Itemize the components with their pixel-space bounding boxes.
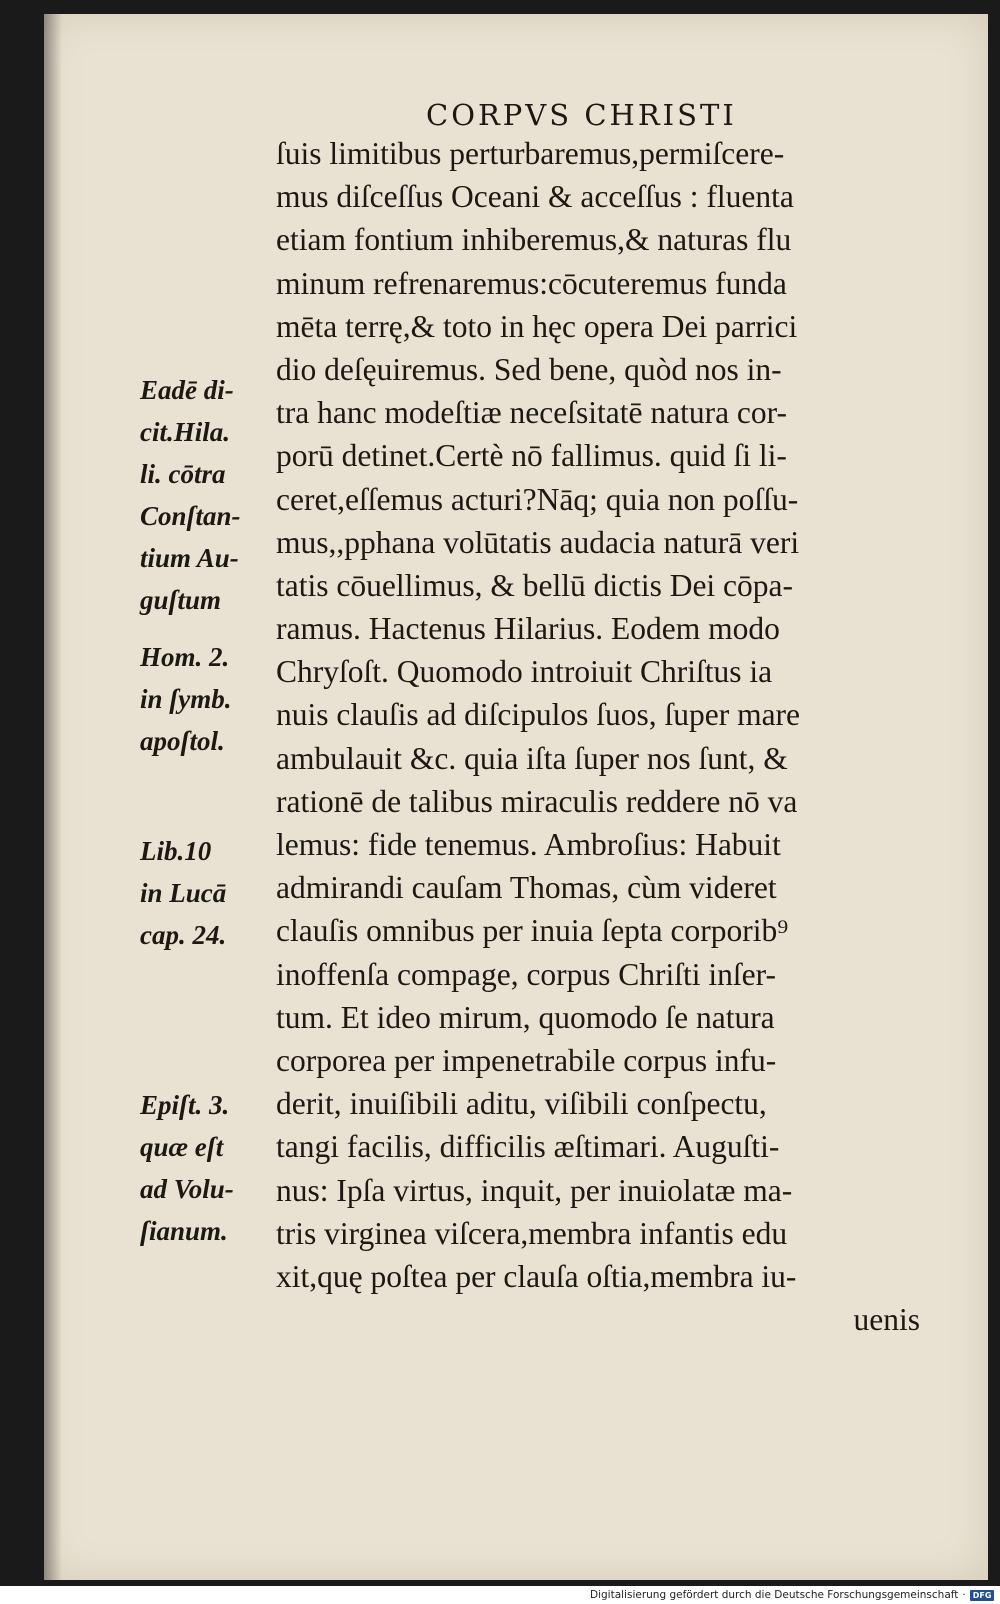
main-text-block [276, 132, 946, 1341]
marginal-note-line: guſtum [140, 585, 222, 615]
marginal-note-ambrose [140, 830, 270, 956]
text-line: tangi facilis, difficilis æſtimari. Auguſti- [276, 1129, 780, 1165]
gutter-shadow [44, 14, 62, 1580]
text-line: admirandi cauſam Thomas, cùm videret [276, 870, 777, 906]
marginal-note-line: in Lucā [140, 878, 227, 908]
marginal-note-line: Conſtan- [140, 501, 241, 531]
marginal-note-line: quæ eſt [140, 1132, 224, 1162]
marginal-note-chrysostom [140, 636, 270, 762]
text-line: inoffenſa compage, corpus Chriſti inſer- [276, 956, 777, 992]
text-line: nuis clauſis ad diſcipulos ſuos, ſuper mare [276, 697, 801, 733]
marginal-note-line: Epiſt. 3. [140, 1090, 230, 1120]
marginal-note-line: cap. 24. [140, 920, 227, 950]
text-line: porū detinet.Certè nō fallimus. quid ſi li- [276, 438, 787, 474]
text-line: corporea per impenetrabile corpus infu- [276, 1042, 777, 1078]
credit-text: Digitalisierung gefördert durch die Deutsche Forschungsgemeinschaft [590, 1589, 959, 1601]
text-line: tum. Et ideo mirum, quomodo ſe natura [276, 999, 775, 1035]
text-line: clauſis omnibus per inuia ſepta corporib⁹ [276, 913, 789, 949]
marginal-note-line: cit.Hila. [140, 417, 230, 447]
text-line: Chryſoſt. Quomodo introiuit Chriſtus ia [276, 654, 773, 690]
text-line: minum refrenaremus:cōcuteremus funda [276, 265, 787, 301]
text-line: etiam fontium inhiberemus,& naturas flu [276, 222, 792, 258]
marginal-note-line: ad Volu- [140, 1174, 234, 1204]
text-line: lemus: fide tenemus. Ambroſius: Habuit [276, 827, 781, 862]
text-line: ceret,eſſemus acturi?Nāq; quia non poſſu- [276, 481, 799, 517]
marginal-note-line: apoſtol. [140, 726, 225, 756]
text-line: tatis cōuellimus, & bellū dictis Dei cōpa- [276, 567, 794, 603]
text-line: ramus. Hactenus Hilarius. Eodem modo [276, 611, 780, 647]
marginal-note-hilarius [140, 369, 270, 621]
marginal-note-line: in ſymb. [140, 684, 232, 714]
text-line: derit, inuiſibili aditu, viſibili conſpectu, [276, 1086, 767, 1122]
text-line: nus: Ipſa virtus, inquit, per inuiolatæ ma- [276, 1172, 793, 1208]
catchword: uenis [853, 1302, 920, 1338]
text-line: mēta terrę,& toto in hęc opera Dei parrici [276, 308, 798, 344]
text-line: rationē de talibus miraculis reddere nō va [276, 783, 798, 819]
marginal-note-line: ſianum. [140, 1216, 228, 1246]
marginal-note-line: tium Au- [140, 543, 239, 573]
marginal-note-line: Lib.10 [140, 836, 212, 866]
text-line: mus diſceſſus Oceani & acceſſus : fluenta [276, 179, 794, 215]
marginal-note-line: Eadē di- [140, 375, 234, 405]
text-line: ambulauit &c. quia iſta ſuper nos ſunt, & [276, 740, 788, 776]
text-line: ſuis limitibus perturbaremus,permiſcere- [276, 136, 785, 171]
running-head: CORPVS CHRISTI [426, 98, 737, 132]
text-line: tra hanc modeſtiæ neceſsitatē natura cor- [276, 395, 788, 431]
text-line: dio deſęuiremus. Sed bene, quòd nos in- [276, 351, 782, 387]
marginal-note-augustine [140, 1084, 270, 1252]
text-line: mus,,pphana volūtatis audacia naturā veri [276, 524, 800, 560]
marginal-note-line: li. cōtra [140, 459, 226, 489]
text-line: tris virginea viſcera,membra infantis edu [276, 1215, 788, 1251]
marginal-note-line: Hom. 2. [140, 642, 230, 672]
text-line: xit,quę poſtea per clauſa oſtia,membra iu- [276, 1258, 797, 1294]
credit-separator: · [962, 1589, 966, 1601]
digitization-credit [590, 1587, 994, 1603]
dfg-logo: DFG [970, 1590, 995, 1601]
